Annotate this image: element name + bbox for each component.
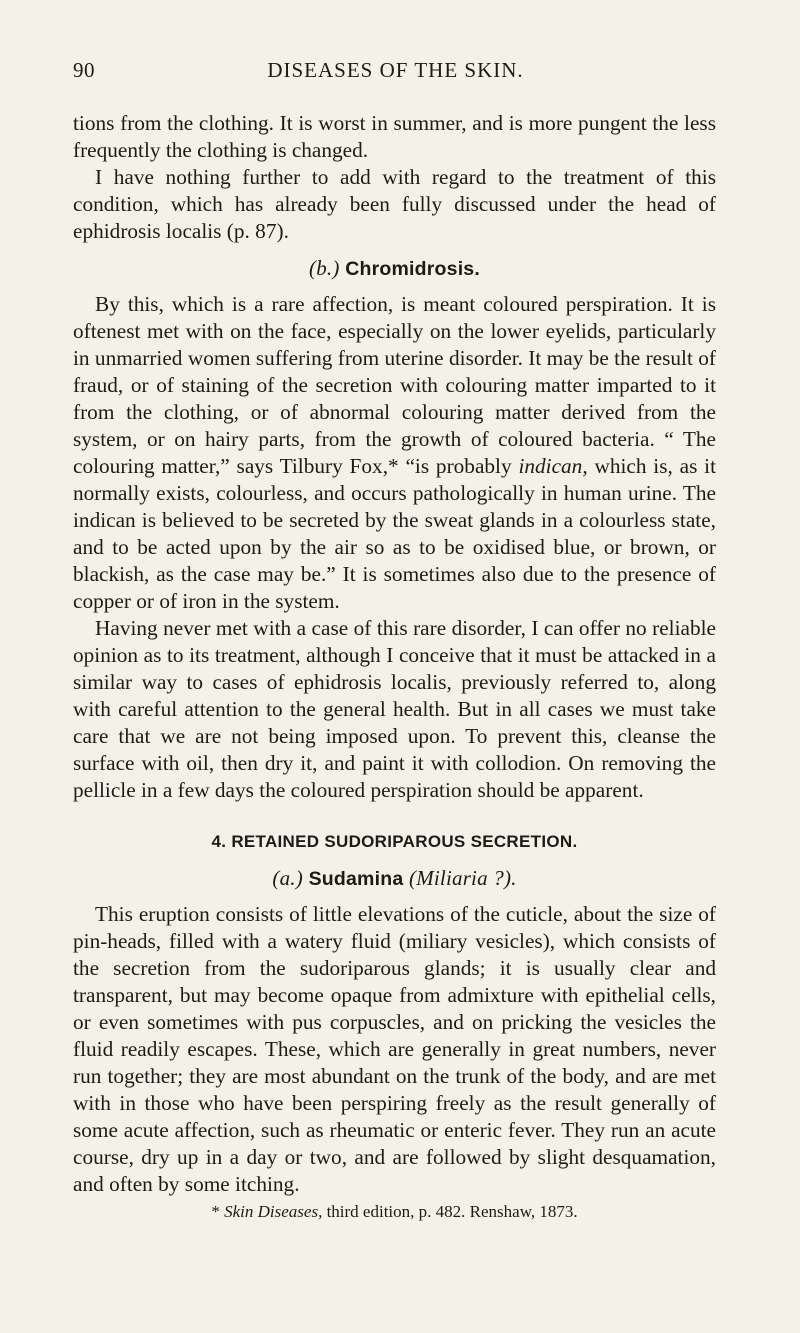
subhead-sudamina bbox=[73, 865, 716, 893]
italic-indican: indican, bbox=[518, 454, 588, 478]
paragraph-chromidrosis-text-2: which is, as it normally exists, colourless, and occurs pathologically in human urine. The indican is believed to be secreted by the sweat glands in a colourless state, and to be acted upon by the air so as to be oxidised blue, or brown, or blackish, as the case may be.” It is sometimes also due to the presence of copper or of iron in the system. bbox=[73, 454, 717, 613]
subhead-chromidrosis bbox=[73, 255, 716, 283]
paragraph-continuation: tions from the clothing. It is worst in summer, and is more pungent the less frequently the clothing is changed. bbox=[73, 111, 716, 162]
footnote bbox=[73, 1200, 716, 1224]
subhead-title: Sudamina bbox=[308, 868, 404, 890]
footnote-details: third edition, p. 482. Renshaw, 1873. bbox=[326, 1202, 578, 1221]
subhead-title: Chromidrosis. bbox=[345, 258, 480, 280]
page-header bbox=[73, 58, 718, 84]
page-number: 90 bbox=[73, 58, 95, 82]
paragraph-chromidrosis bbox=[73, 291, 716, 615]
subhead-italic-note: (Miliaria ?). bbox=[409, 866, 517, 890]
body-text bbox=[73, 110, 716, 1224]
footnote-title: Skin Diseases, bbox=[224, 1202, 323, 1221]
subhead-letter: (b.) bbox=[309, 256, 340, 280]
running-title: DISEASES OF THE SKIN. bbox=[267, 58, 524, 82]
paragraph-chromidrosis-text-1: By this, which is a rare affection, is meant coloured perspiration. It is oftenest met with on the face, especially on the lower eyelids, particularly in unmarried women suffering from uterine disorder. It may be the result of fraud, or of staining of the secretion with colouring matter imparted to it from the clothing, or of abnormal colouring matter derived from the system, or on hairy parts, from the growth of coloured bacteria. “ The colouring matter,” says Tilbury Fox,* “is probably bbox=[73, 292, 716, 478]
paragraph-sudamina: This eruption consists of little elevations of the cuticle, about the size of pin-heads, filled with a watery fluid (miliary vesicles), which consists of the secretion from the sudoriparous glands; it is usually clear and transparent, but may become opaque from admixture with epithelial cells, or even sometimes with pus corpuscles, and on pricking the vesicles the fluid readily escapes. These, which are generally in great numbers, never run together; they are most abundant on the trunk of the body, and are met with in those who have been perspiring freely as the result generally of some acute affection, such as rheumatic or enteric fever. They run an acute course, dry up in a day or two, and are followed by slight desquamation, and often by some itching. bbox=[73, 902, 716, 1196]
subhead-letter: (a.) bbox=[272, 866, 303, 890]
footnote-marker: * bbox=[211, 1202, 220, 1221]
paragraph-treatment-note: I have nothing further to add with regard to the treatment of this condition, which has already been fully discussed under the head of ephidrosis localis (p. 87). bbox=[73, 165, 716, 243]
paragraph-chromidrosis-treatment: Having never met with a case of this rare disorder, I can offer no reliable opinion as to its treatment, although I conceive that it must be attacked in a similar way to cases of ephidrosis localis, previously referred to, along with careful attention to the general health. But in all cases we must take care that we are not being imposed upon. To prevent this, cleanse the surface with oil, then dry it, and paint it with collodion. On removing the pellicle in a few days the coloured perspiration should be apparent. bbox=[73, 616, 716, 802]
section-heading-retained-secretion: 4. RETAINED SUDORIPAROUS SECRETION. bbox=[211, 832, 578, 851]
